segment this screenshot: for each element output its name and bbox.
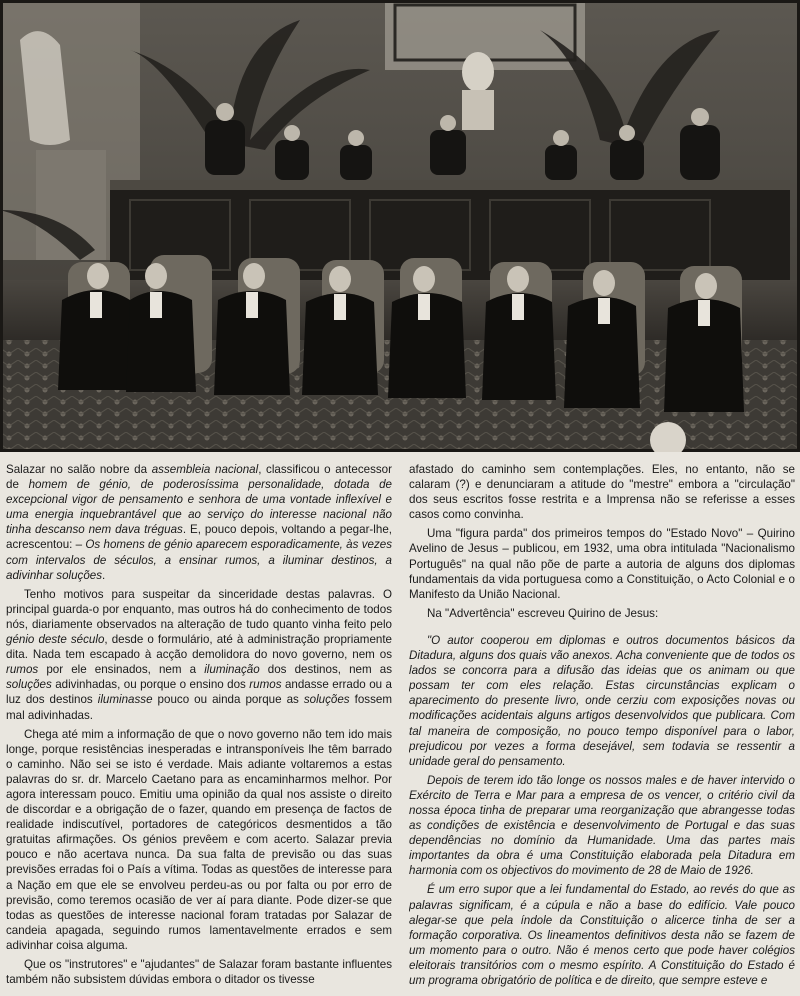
paragraph: Na "Advertência" escreveu Quirino de Jesus:	[427, 606, 659, 620]
quote-paragraph: "O autor cooperou em diplomas e outros documentos básicos da Ditadura, alguns dos quais vão anexos. Acha conveniente que de todos os lados se concorra para a difusão das ideias que os animam ou que possam ter com eles relação. Estas circunstâncias explicam o aparecimento do presente livro, onde cerziu com exposições novas ou modificações acidentais alguns artigos desenvolvidos que publicara. Com tal maneira de composição, no pouco tempo disponível para o labor, prejudicou por vezes a forma desejável, sem todavia se ressentir a unidade geral do pensamento.	[409, 633, 795, 768]
paragraph: afastado do caminho sem contemplações. Eles, no entanto, não se calaram (?) e denunciaram a atitude do "mestre" embora a "circulação" dos seus escritos fosse restrita e a Imprensa não se referisse a esses casos como convinha.	[409, 463, 795, 522]
article-column-left	[6, 462, 392, 996]
assembly-photograph	[0, 0, 800, 452]
paragraph: Que os "instrutores" e "ajudantes" de Salazar foram bastante influentes também não subsistem dúvidas embora o ditador os tivesse	[6, 958, 392, 987]
article-column-right	[409, 462, 795, 996]
quote-paragraph: Depois de terem ido tão longe os nossos males e de haver intervido o Exército de Terra e Mar para a empresa de os vencer, o critério civil da nossa época tinha de preparar uma reorganização que abrangesse todas as condições de existência e desenvolvimento de Portugal e das suas dependências no domínio da Humanidade. Uma das partes mais importantes da obra é uma Constituição elaborada pela Ditadura em harmonia com os objectivos do movimento de 28 de Maio de 1926.	[409, 773, 795, 878]
paragraph: Salazar no salão nobre da assembleia nacional, classificou o antecessor de homem de génio, de poderosíssima personalidade, dotada de excepcional vigor de pensamento e senhora de uma vontade inflexível e uma energia inquebrantável que ao serviço do interesse nacional não tinha descanso nem dava tréguas. E, pouco depois, voltando a pegar-lhe, acrescentou: – Os homens de génio aparecem esporadicamente, às vezes com intervalos de séculos, a ensinar rumos, a iluminar destinos, a adivinhar soluções.	[6, 463, 392, 582]
paragraph: Uma "figura parda" dos primeiros tempos do "Estado Novo" – Quirino Avelino de Jesus – publicou, em 1932, uma obra intitulada "Nacionalismo Português" na qual não põe de parte a autoria de alguns dos diplomas fundamentais da vida portuguesa como a Constituição, o Acto Colonial e o Manifesto da União Nacional.	[409, 527, 795, 601]
paragraph: Tenho motivos para suspeitar da sinceridade destas palavras. O principal guarda-o por enquanto, mas outros há do conhecimento de todos nós, diariamente observados na alteração de tudo quanto vinha feito pelo génio deste século, desde o formulário, até à administração propriamente dita. Nada tem escapado à acção demolidora do novo governo, nem os rumos por ele ensinados, nem a iluminação dos destinos, nem as soluções adivinhadas, ou porque o ensino dos rumos andasse errado ou a luz dos destinos iluminasse pouco ou ainda porque as soluções fossem mal adivinhadas.	[6, 587, 392, 722]
quote-paragraph: É um erro supor que a lei fundamental do Estado, ao revés do que as palavras significam, é a cúpula e não a base do edifício. Vale pouco alegar-se que pela índole da Constituição o alicerce tinha de ser a formação corporativa. Os lineamentos definitivos desta não se fazem de um momento para o outro. Não é menos certo que pode haver colégios eleitorais transitórios com o mesmo espírito. A Constituição do Estado é um programa obrigatório de política e de direito, que sempre esteve e	[409, 883, 795, 987]
paragraph: Chega até mim a informação de que o novo governo não tem ido mais longe, porque resistências inesperadas e intransponíveis lhe têm barrado o caminho. Não sei se isto é verdade. Mais adiante voltaremos a estas palavras do sr. dr. Marcelo Caetano para as encaminharmos melhor. Por agora interessam pouco. Emitiu uma opinião da qual nos assiste o direito de discordar e a obrigação de o fazer, quando em presença de factos de realidade indiscutível, portadores de categóricos desmentidos a tão gratuitas afirmações. Os génios prevêem e com acerto. Salazar previa pouco e não acertava nunca. Da sua falta de previsão ou das suas previsões erradas foi o País a vítima. Todas as questões de interesse para a Nação em que ele se envolveu perdeu-as ou por falta ou por erro de previsão, como teremos ocasião de ver aí para diante. Pode dizer-se que todas as questões de interesse nacional foram tratadas por Salazar de candeia apagada, seguindo rumos lamentavelmente errados e sem adivinhar coisa alguma.	[6, 727, 392, 952]
